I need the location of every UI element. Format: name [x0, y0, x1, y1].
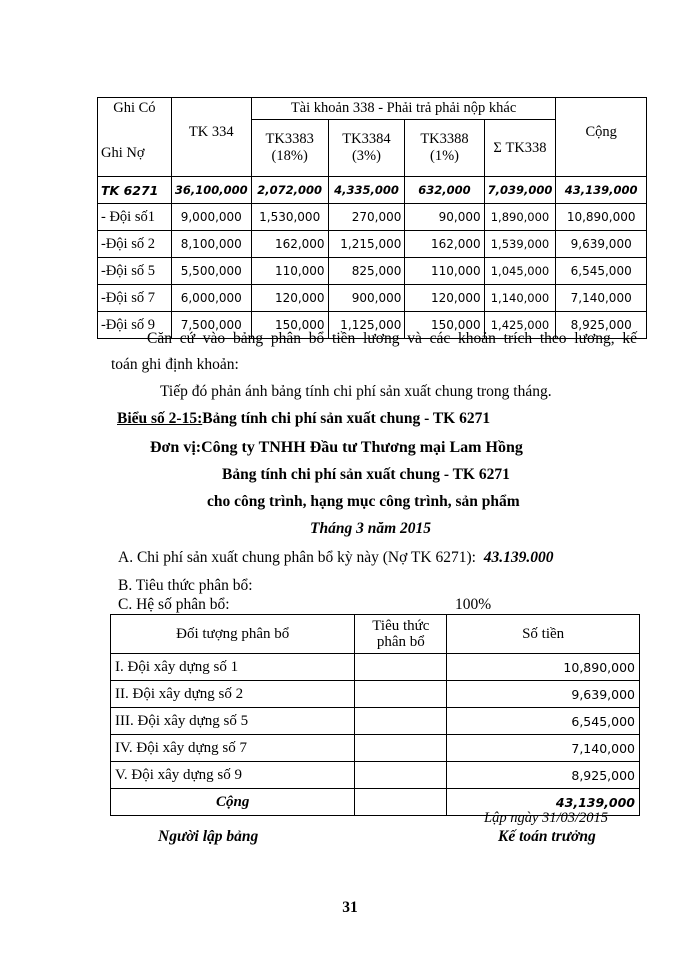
cell-value: 7,500,000: [171, 312, 251, 339]
header-tk334: TK 334: [171, 98, 251, 177]
item-b: B. Tiêu thức phân bổ:: [118, 577, 253, 594]
signature-date: Lập ngày 31/03/2015: [484, 810, 609, 826]
cell-value: 5,500,000: [171, 258, 251, 285]
paragraph-2: Tiếp đó phản ánh bảng tính chi phí sản xuất chung trong tháng.: [160, 383, 552, 400]
cell-value: 632,000: [405, 177, 484, 204]
cell-amount: 9,639,000: [447, 681, 640, 708]
row-label: TK 6271: [98, 177, 172, 204]
item-c-value: 100%: [455, 596, 492, 613]
header-sum-tk338: Σ TK338: [484, 120, 556, 177]
table-row-total: [98, 177, 647, 204]
cell-value: 900,000: [328, 285, 405, 312]
cell-value: 10,890,000: [556, 204, 647, 231]
cell-value: 270,000: [328, 204, 405, 231]
header-object: Đối tượng phân bổ: [111, 615, 355, 654]
preparer-label: Người lập bảng: [158, 828, 259, 845]
cell-value: 43,139,000: [556, 177, 647, 204]
cell-criteria: [355, 762, 447, 789]
cell-criteria: [355, 789, 447, 816]
cell-value: 6,000,000: [171, 285, 251, 312]
table-row: [111, 681, 640, 708]
cell-value: 7,039,000: [484, 177, 556, 204]
row-label: II. Đội xây dựng số 2: [111, 681, 355, 708]
cell-value: 36,100,000: [171, 177, 251, 204]
table-row: [111, 735, 640, 762]
item-a-label: A. Chi phí sản xuất chung phân bổ kỳ này (Nợ TK 6271):: [118, 549, 476, 566]
cell-criteria: [355, 654, 447, 681]
header-tk3384-code: TK3384: [342, 131, 391, 147]
table-row: [111, 654, 640, 681]
cell-value: 7,140,000: [556, 285, 647, 312]
header-criteria: [355, 615, 447, 654]
table-row: [111, 762, 640, 789]
cell-amount: 10,890,000: [447, 654, 640, 681]
form-caption: [117, 410, 490, 428]
cell-value: 150,000: [251, 312, 328, 339]
cell-criteria: [355, 708, 447, 735]
cell-value: 1,215,000: [328, 231, 405, 258]
cell-value: 1,425,000: [484, 312, 556, 339]
salary-allocation-table: [97, 97, 647, 339]
allocation-table: [110, 614, 640, 816]
cell-value: 150,000: [405, 312, 484, 339]
page-number: 31: [342, 899, 358, 916]
cell-criteria: [355, 735, 447, 762]
cell-value: 120,000: [251, 285, 328, 312]
row-label: III. Đội xây dựng số 5: [111, 708, 355, 735]
row-label: -Đội số 9: [98, 312, 172, 339]
cell-amount: 7,140,000: [447, 735, 640, 762]
row-label: I. Đội xây dựng số 1: [111, 654, 355, 681]
sheet-title: Bảng tính chi phí sản xuất chung - TK 6271: [222, 466, 510, 483]
table-row: [98, 285, 647, 312]
cell-value: 4,335,000: [328, 177, 405, 204]
header-tk3384-rate: (3%): [351, 148, 381, 164]
total-label: Cộng: [111, 789, 355, 816]
header-account-338-group: Tài khoản 338 - Phải trả phải nộp khác: [251, 98, 556, 120]
table-row: [98, 231, 647, 258]
cell-amount: 6,545,000: [447, 708, 640, 735]
row-label: IV. Đội xây dựng số 7: [111, 735, 355, 762]
cell-value: 110,000: [251, 258, 328, 285]
cell-value: 90,000: [405, 204, 484, 231]
row-label: -Đội số 5: [98, 258, 172, 285]
table-row: [98, 258, 647, 285]
header-tk3388-code: TK3388: [420, 131, 469, 147]
row-label: -Đội số 7: [98, 285, 172, 312]
form-title: Bảng tính chi phí sản xuất chung - TK 6271: [202, 410, 491, 427]
sheet-month: Tháng 3 năm 2015: [310, 520, 432, 537]
cell-value: 9,000,000: [171, 204, 251, 231]
total-amount: 43,139,000: [447, 789, 640, 816]
cell-value: 110,000: [405, 258, 484, 285]
cell-value: 162,000: [251, 231, 328, 258]
form-number: Biểu số 2-15:: [117, 410, 203, 427]
cell-value: 6,545,000: [556, 258, 647, 285]
corner-debit-label: Ghi Nợ: [101, 145, 145, 161]
company-unit: Đơn vị:Công ty TNHH Đầu tư Thương mại Lam Hồng: [150, 439, 523, 456]
header-tk3384: [328, 120, 405, 177]
paragraph-line-1: Căn cứ vào bảng phân bổ tiền lương và các khoản trích theo lương, kế: [147, 330, 637, 347]
table-row: [98, 204, 647, 231]
row-label: - Đội số1: [98, 204, 172, 231]
cell-value: 120,000: [405, 285, 484, 312]
cell-value: 1,539,000: [484, 231, 556, 258]
header-total: Cộng: [556, 98, 647, 177]
cell-value: 1,890,000: [484, 204, 556, 231]
chief-accountant-label: Kế toán trưởng: [498, 828, 596, 845]
header-amount: Số tiền: [447, 615, 640, 654]
header-criteria-line-2: phân bổ: [376, 634, 425, 650]
header-tk3383-code: TK3383: [265, 131, 314, 147]
cell-value: 8,100,000: [171, 231, 251, 258]
item-c: C. Hệ số phân bổ:: [118, 596, 230, 613]
cell-amount: 8,925,000: [447, 762, 640, 789]
cell-value: 2,072,000: [251, 177, 328, 204]
header-tk3388: [405, 120, 484, 177]
header-tk3388-rate: (1%): [429, 148, 459, 164]
cell-value: 1,530,000: [251, 204, 328, 231]
cell-value: 9,639,000: [556, 231, 647, 258]
item-a: [118, 549, 554, 567]
cell-value: 825,000: [328, 258, 405, 285]
cell-value: 1,045,000: [484, 258, 556, 285]
row-label: -Đội số 2: [98, 231, 172, 258]
paragraph-line-2: toán ghi định khoản:: [111, 356, 239, 373]
sheet-subtitle: cho công trình, hạng mục công trình, sản phẩm: [207, 493, 520, 510]
table-row: [111, 708, 640, 735]
header-tk3383-rate: (18%): [271, 148, 308, 164]
header-tk3383: [251, 120, 328, 177]
cell-criteria: [355, 681, 447, 708]
cell-value: 1,125,000: [328, 312, 405, 339]
cell-value: 8,925,000: [556, 312, 647, 339]
corner-credit-label: Ghi Có: [113, 100, 156, 116]
corner-header-cell: [98, 98, 172, 177]
cell-value: 1,140,000: [484, 285, 556, 312]
item-a-value: 43.139.000: [483, 549, 554, 566]
row-label: V. Đội xây dựng số 9: [111, 762, 355, 789]
header-criteria-line-1: Tiêu thức: [372, 618, 430, 634]
cell-value: 162,000: [405, 231, 484, 258]
